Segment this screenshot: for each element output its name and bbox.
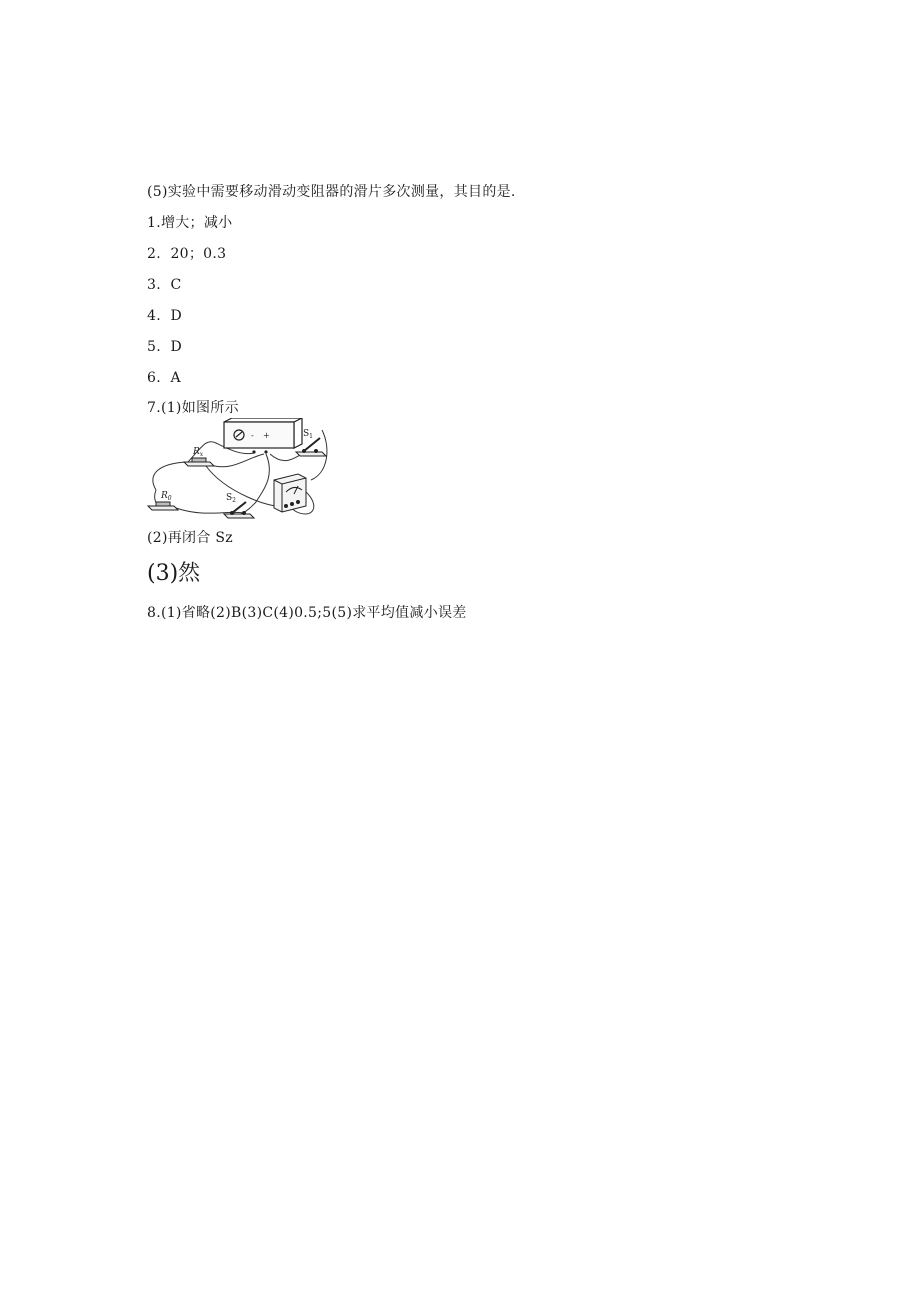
r0-label: $R_0$ [161, 491, 172, 502]
plus-terminal-label: + [263, 431, 270, 440]
answer-8: 8.(1)省略(2)B(3)C(4)0.5;5(5)求平均值减小误差 [147, 605, 467, 621]
s2-label: $S_2$ [226, 493, 236, 504]
resistor-r0 [148, 502, 178, 510]
answer-2: 2. 20；0.3 [147, 246, 227, 262]
answer-3: 3. C [147, 277, 182, 293]
switch-s2 [224, 502, 254, 518]
minus-terminal-label: - [251, 431, 254, 440]
switch-s1 [296, 438, 326, 456]
answer-1: 1.增大；减小 [147, 215, 233, 231]
circuit-diagram [146, 418, 330, 524]
answer-7-part-3: (3)然 [147, 561, 201, 586]
answer-4: 4. D [147, 308, 182, 324]
question-5-text: (5)实验中需要移动滑动变阻器的滑片多次测量，其目的是. [147, 184, 516, 200]
answer-7-part-1: 7.(1)如图所示 [147, 400, 239, 416]
resistor-rx [184, 458, 214, 466]
answer-5: 5. D [147, 339, 182, 355]
answer-6: 6. A [147, 370, 181, 386]
rx-label: $R_x$ [193, 447, 204, 458]
s1-label: $S_1$ [303, 429, 313, 440]
meter [274, 474, 306, 512]
answer-7-part-2: (2)再闭合 Sz [147, 530, 233, 546]
